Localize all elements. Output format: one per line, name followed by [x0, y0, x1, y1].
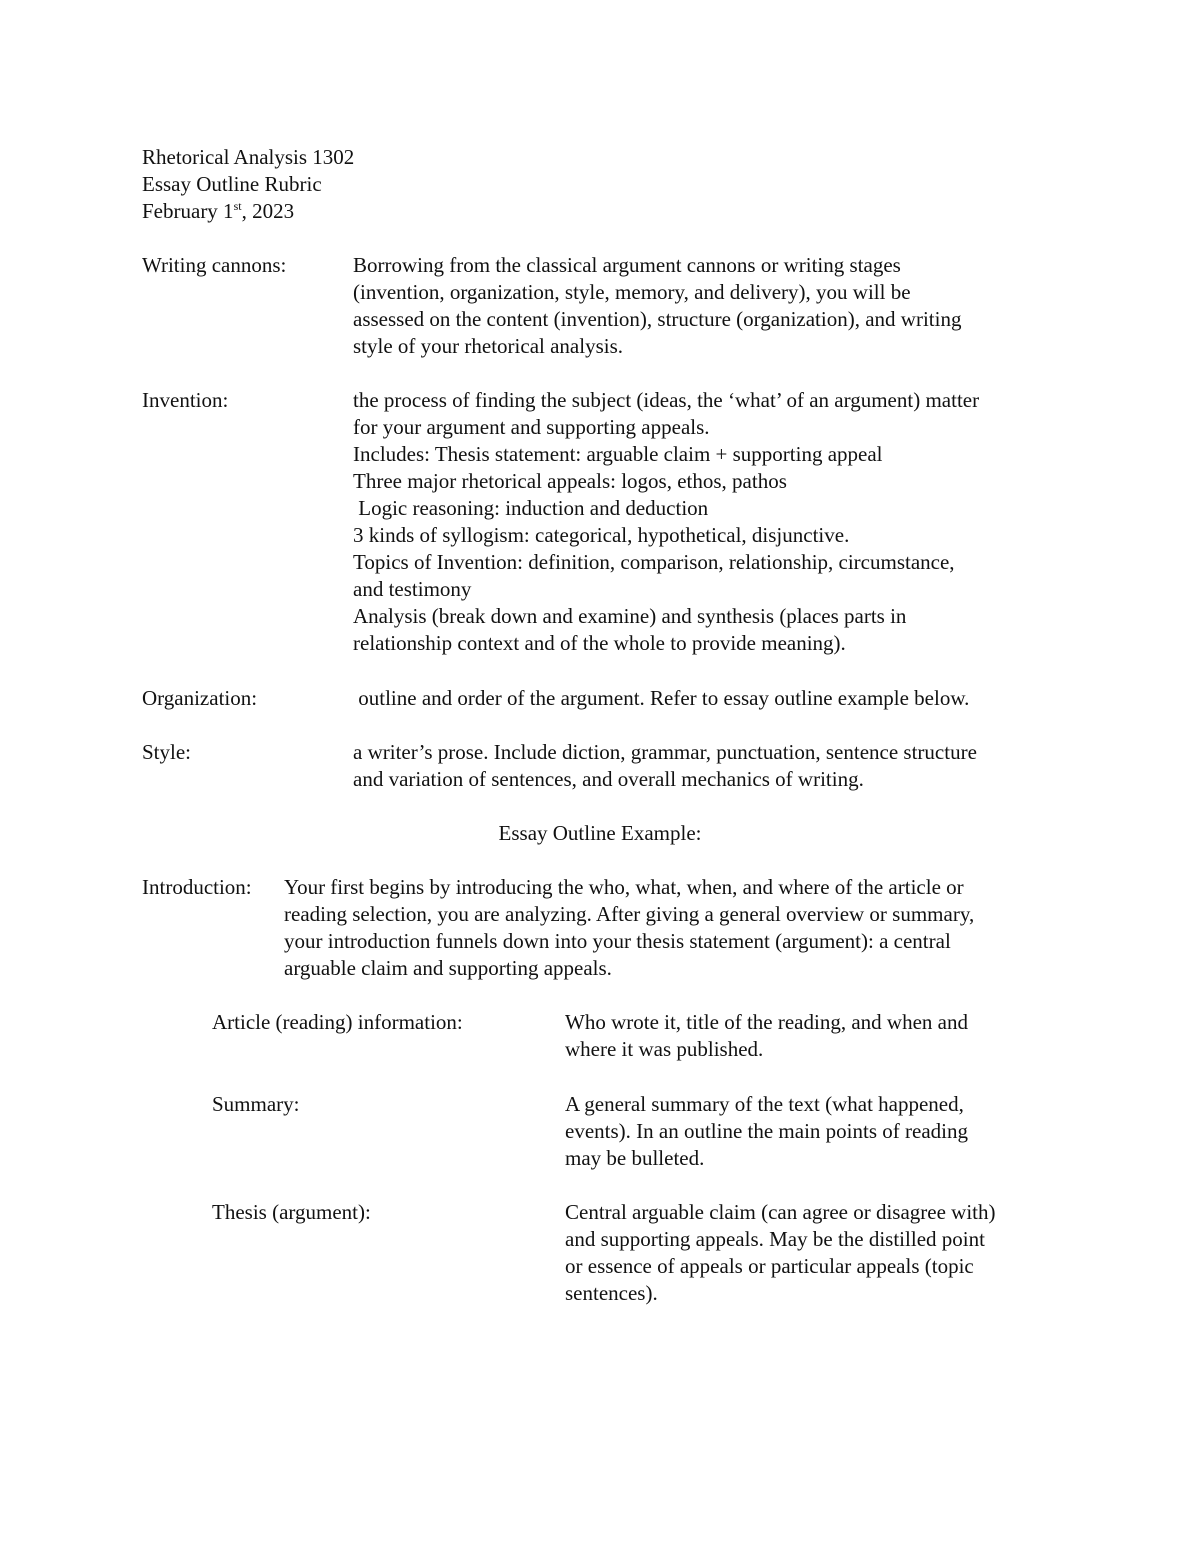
body-line: Three major rhetorical appeals: logos, ethos, pathos: [353, 469, 787, 493]
body-line: A general summary of the text (what happened,: [565, 1092, 964, 1116]
section-label: Writing cannons:: [142, 253, 287, 277]
body-line: Analysis (break down and examine) and synthesis (places parts in: [353, 604, 907, 628]
section-label: Style:: [142, 740, 192, 764]
section-body: [353, 252, 1073, 360]
body-line: style of your rhetorical analysis.: [353, 334, 624, 358]
subsection-label: Article (reading) information:: [212, 1010, 463, 1034]
outline-example-title: Essay Outline Example:: [498, 821, 702, 845]
body-line: and testimony: [353, 577, 472, 601]
section-body: [353, 685, 1073, 712]
date-prefix: February 1: [142, 199, 234, 223]
document-title: Essay Outline Rubric: [142, 172, 322, 196]
body-line: the process of finding the subject (ideas, the ‘what’ of an argument) matter: [353, 388, 980, 412]
body-line: events). In an outline the main points of reading: [565, 1119, 968, 1143]
body-line: or essence of appeals or particular appeals (topic: [565, 1254, 974, 1278]
subsection-label: Thesis (argument):: [212, 1200, 371, 1224]
body-line: Topics of Invention: definition, comparison, relationship, circumstance,: [353, 550, 955, 574]
document-header: [142, 144, 354, 225]
course-title: Rhetorical Analysis 1302: [142, 145, 355, 169]
section-body: [353, 739, 1073, 793]
body-line: outline and order of the argument. Refer to essay outline example below.: [353, 686, 970, 710]
document-date: [142, 198, 354, 225]
body-line: 3 kinds of syllogism: categorical, hypothetical, disjunctive.: [353, 523, 850, 547]
body-line: Includes: Thesis statement: arguable claim + supporting appeal: [353, 442, 883, 466]
body-line: relationship context and of the whole to provide meaning).: [353, 631, 846, 655]
body-line: Borrowing from the classical argument cannons or writing stages: [353, 253, 901, 277]
subsection-label: Summary:: [212, 1092, 300, 1116]
body-line: Logic reasoning: induction and deduction: [353, 496, 709, 520]
section-label: Invention:: [142, 388, 229, 412]
section-body: [353, 387, 1073, 657]
body-line: and variation of sentences, and overall mechanics of writing.: [353, 767, 864, 791]
body-line: reading selection, you are analyzing. After giving a general overview or summary,: [284, 902, 975, 926]
body-line: sentences).: [565, 1281, 658, 1305]
body-line: Central arguable claim (can agree or disagree with): [565, 1200, 996, 1224]
section-body: [284, 874, 1064, 982]
body-line: for your argument and supporting appeals.: [353, 415, 710, 439]
body-line: and supporting appeals. May be the distilled point: [565, 1227, 985, 1251]
body-line: assessed on the content (invention), structure (organization), and writing: [353, 307, 962, 331]
subsection-body: [565, 1091, 1065, 1172]
body-line: Your first begins by introducing the who, what, when, and where of the article or: [284, 875, 964, 899]
body-line: Who wrote it, title of the reading, and when and: [565, 1010, 968, 1034]
section-label: Organization:: [142, 686, 258, 710]
date-suffix: , 2023: [241, 199, 295, 223]
body-line: arguable claim and supporting appeals.: [284, 956, 612, 980]
section-label: Introduction:: [142, 875, 252, 899]
body-line: may be bulleted.: [565, 1146, 705, 1170]
subsection-body: [565, 1009, 1065, 1063]
body-line: a writer’s prose. Include diction, grammar, punctuation, sentence structure: [353, 740, 977, 764]
subsection-body: [565, 1199, 1065, 1307]
date-superscript: st: [233, 199, 242, 213]
body-line: (invention, organization, style, memory, and delivery), you will be: [353, 280, 911, 304]
body-line: where it was published.: [565, 1037, 764, 1061]
body-line: your introduction funnels down into your thesis statement (argument): a central: [284, 929, 951, 953]
